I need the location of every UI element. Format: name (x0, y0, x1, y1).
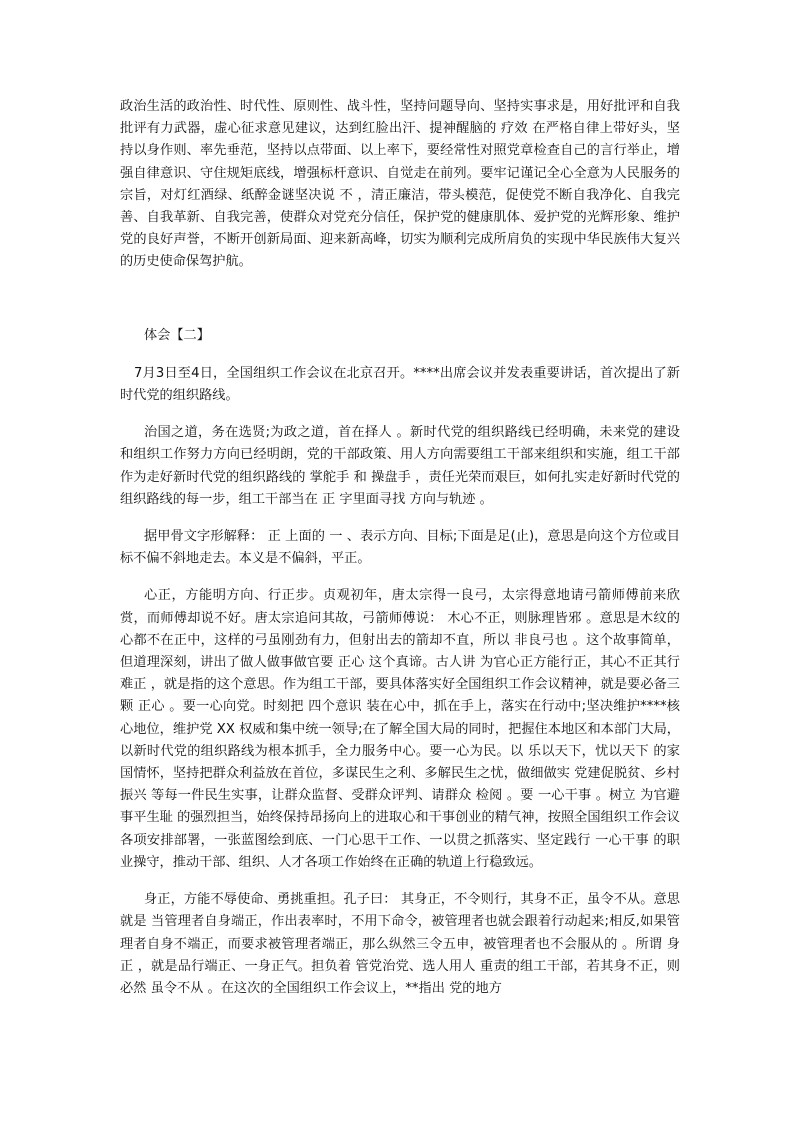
body-paragraph: 7月3日至4日，全国组织工作会议在北京召开。****出席会议并发表重要讲话，首次提出了新时代党的组织路线。 (120, 365, 680, 404)
body-paragraph: 治国之道，务在选贤;为政之道，首在择人 。新时代党的组织路线已经明确，未来党的建设和组织工作努力方向已经明朗，党的干部政策、用人方向需要组工干部来组织和实施，组工干部作为走好新时代党的组织路线的 掌舵手 和 操盘手 ，责任光荣而艰巨，如何扎实走好新时代党的组织路线的每一步，组工干部当在 正 字里面寻找 方向与轨迹 。 (120, 425, 680, 507)
body-paragraph: 心正，方能明方向、行正步。贞观初年，唐太宗得一良弓，太宗得意地请弓箭师傅前来欣赏，而师傅却说不好。唐太宗追问其故，弓箭师傅说： 木心不正，则脉理皆邪 。意思是木纹的心都不在正中，这样的弓虽刚劲有力，但射出去的箭却不直，所以 非良弓也 。这个故事简单，但道理深刻，讲出了做人做事做官要 正心 这个真谛。古人讲 为官心正方能行正，其心不正其行难正 ，就是指的这个意思。作为组工干部，要具体落实好全国组织工作会议精神，就是要必备三颗 正心 。要一心向党。时刻把 四个意识 装在心中，抓在手上，落实在行动中;坚决维护****核心地位，维护党 XX 权威和集中统一领导;在了解全国大局的同时，把握住本地区和本部门大局，以新时代党的组织路线为根本抓手，全力服务中心。要一心为民。以 乐以天下，忧以天下 的家国情怀，坚持把群众利益放在首位，多谋民生之利、多解民生之忧，做细做实 党建促脱贫、乡村振兴 等每一件民生实事，让群众监督、受群众评判、请群众 检阅 。要 一心干事 。树立 为官避事平生耻 的强烈担当，始终保持昂扬向上的进取心和干事创业的精气神，按照全国组织工作会议各项安排部署，一张蓝图绘到底、一门心思干工作、一以贯之抓落实、坚定践行 一心干事 的职业操守，推动干部、组织、人才各项工作始终在正确的轨道上行稳致远。 (120, 588, 680, 870)
document-page (120, 96, 680, 1015)
section-heading: 体会【二】 (144, 327, 210, 343)
section-spacer (120, 274, 680, 325)
body-paragraph: 据甲骨文字形解释： 正 上面的 一 、表示方向、目标;下面是足(止)，意思是向这个方位或目标不偏不斜地走去。本义是不偏斜，平正。 (120, 529, 680, 567)
body-paragraph: 政治生活的政治性、时代性、原则性、战斗性，坚持问题导向、坚持实事求是，用好批评和自我批评有力武器，虚心征求意见建议，达到红脸出汗、提神醒脑的 疗效 在严格自律上带好头，坚持以身作则、率先垂范，坚持以点带面、以上率下，要经常性对照党章检查自己的言行举止，增强自律意识、守住规矩底线，增强标杆意识、自觉走在前列。要牢记谨记全心全意为人民服务的宗旨，对灯红酒绿、纸醉金谜坚决说 不 ，清正廉洁，带头模范，促使党不断自我净化、自我完善、自我革新、自我完善，使群众对党充分信任，保护党的健康肌体、爱护党的光辉形象、维护党的良好声誉，不断开创新局面、迎来新高峰，切实为顺利完成所肩负的实现中华民族伟大复兴的历史使命保驾护航。 (120, 99, 680, 270)
body-paragraph: 身正，方能不辱使命、勇挑重担。孔子曰： 其身正，不令则行，其身不正，虽令不从。意思就是 当管理者自身端正，作出表率时，不用下命令，被管理者也就会跟着行动起来;相反,如果管理者自身不端正，而要求被管理者端正，那么纵然三令五申，被管理者也不会服从的 。所谓 身正 ，就是品行端正、一身正气。担负着 管党治党、选人用人 重责的组工干部，若其身不正，则必然 虽令不从 。在这次的全国组织工作会议上，**指出 党的地方 (120, 892, 680, 996)
